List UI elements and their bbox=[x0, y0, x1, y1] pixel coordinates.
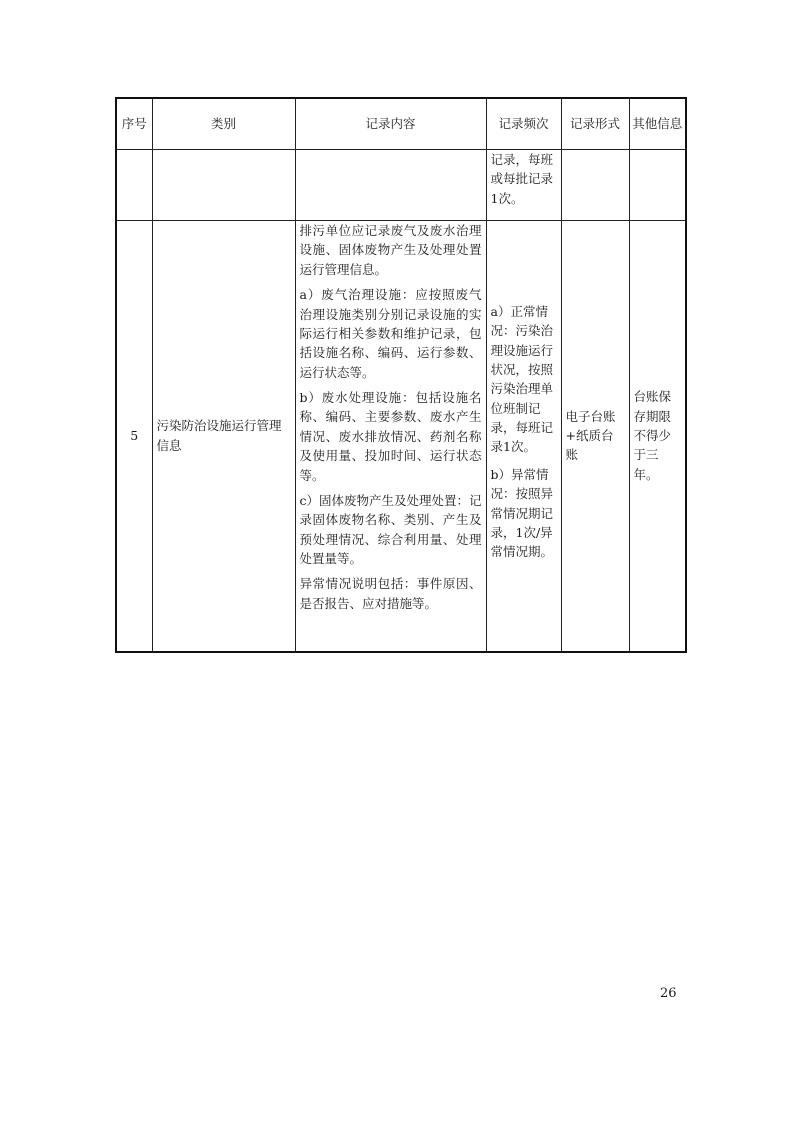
header-seq: 序号 bbox=[116, 98, 152, 150]
record-table bbox=[115, 97, 687, 653]
header-row bbox=[116, 98, 686, 150]
row5-other-cell: 台账保存期限不得少于三年。 bbox=[629, 221, 686, 652]
row5-frequency-cell bbox=[486, 221, 561, 652]
cont-other-cell bbox=[629, 150, 686, 221]
content-paragraph: 异常情况说明包括：事件原因、是否报告、应对措施等。 bbox=[299, 576, 482, 611]
row5-seq-cell: 5 bbox=[116, 221, 152, 652]
row5-content-cell bbox=[295, 221, 486, 652]
header-content: 记录内容 bbox=[295, 98, 486, 150]
cont-category-cell bbox=[152, 150, 295, 221]
header-form: 记录形式 bbox=[561, 98, 629, 150]
cont-content-cell bbox=[295, 150, 486, 221]
page-number: 26 bbox=[660, 986, 677, 1001]
frequency-paragraph: a）正常情况：污染治理设施运行状况，按照污染治理单位班制记录，每班记录1次。 bbox=[490, 303, 554, 455]
cont-frequency-cell: 记录，每班或每批记录1次。 bbox=[486, 150, 561, 221]
table-row-5 bbox=[116, 221, 686, 652]
header-other: 其他信息 bbox=[629, 98, 686, 150]
frequency-paragraph: b）异常情况：按照异常情况期记录，1次/异常情况期。 bbox=[490, 466, 554, 560]
cont-seq-cell bbox=[116, 150, 152, 221]
content-paragraph: 排污单位应记录废气及废水治理设施、固体废物产生及处理处置运行管理信息。 bbox=[299, 223, 482, 277]
cont-form-cell bbox=[561, 150, 629, 221]
content-paragraph: b）废水处理设施：包括设施名称、编码、主要参数、废水产生情况、废水排放情况、药剂名称及使用量、投加时间、运行状态等。 bbox=[299, 390, 482, 483]
content-paragraph: a）废气治理设施：应按照废气治理设施类别分别记录设施的实际运行相关参数和维护记录，包括设施名称、编码、运行参数、运行状态等。 bbox=[299, 287, 482, 380]
header-frequency: 记录频次 bbox=[486, 98, 561, 150]
row5-category-cell: 污染防治设施运行管理信息 bbox=[152, 221, 295, 652]
header-category: 类别 bbox=[152, 98, 295, 150]
content-paragraph: c）固体废物产生及处理处置：记录固体废物名称、类别、产生及预处理情况、综合利用量、处理处置量等。 bbox=[299, 492, 482, 566]
table-row-continued bbox=[116, 150, 686, 221]
row5-form-cell: 电子台账+纸质台账 bbox=[561, 221, 629, 652]
